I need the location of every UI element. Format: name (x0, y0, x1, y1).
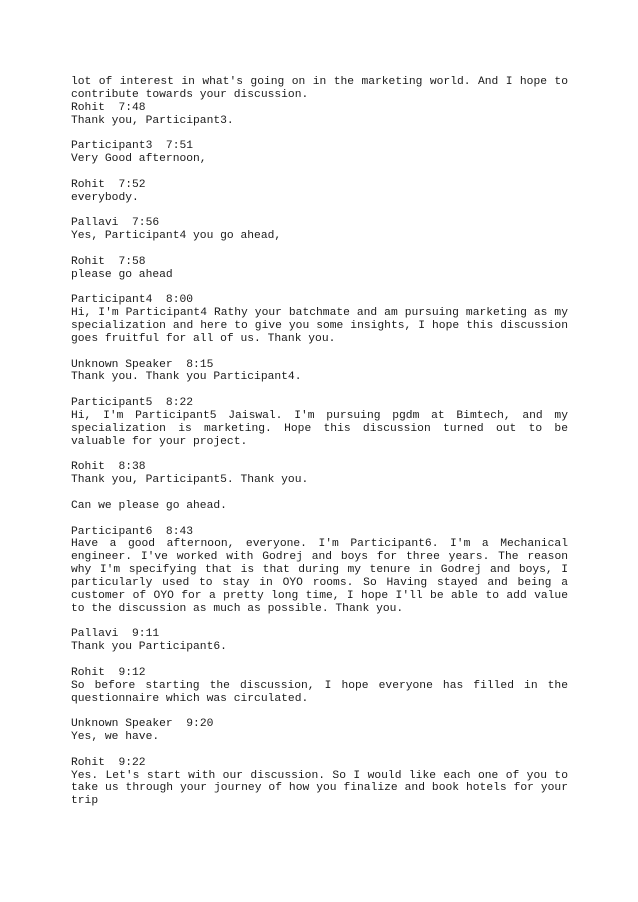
speaker-line (71, 294, 568, 307)
timestamp: 7:48 (118, 101, 146, 114)
speaker-name: Rohit (71, 666, 105, 679)
utterance-text: Thank you. Thank you Participant4. (71, 371, 302, 384)
speaker-line (71, 667, 568, 680)
timestamp: 7:51 (165, 140, 194, 153)
timestamp: 7:56 (132, 217, 160, 230)
transcript-entry (71, 140, 568, 166)
speaker-line (71, 217, 568, 230)
transcript-entry (71, 461, 568, 512)
transcript-entry (71, 757, 568, 808)
utterance-text: everybody. (71, 191, 139, 204)
speaker-line (71, 718, 568, 731)
transcript-entry (71, 667, 568, 706)
transcript-entry (71, 526, 568, 616)
transcript-entry (71, 102, 568, 128)
speaker-line (71, 359, 568, 372)
speaker-name: Rohit (71, 101, 105, 114)
timestamp: 8:38 (118, 461, 146, 474)
transcript-entry (71, 628, 568, 654)
transcript-entry (71, 217, 568, 243)
transcript-entry (71, 397, 568, 448)
speaker-line (71, 102, 568, 115)
speaker-line (71, 461, 568, 474)
timestamp: 9:11 (132, 628, 160, 641)
utterance-text: Can we please go ahead. (71, 499, 227, 512)
transcript-entry (71, 718, 568, 744)
transcript-entry (71, 359, 568, 385)
speaker-name: Rohit (71, 461, 105, 474)
timestamp: 8:00 (165, 294, 194, 307)
timestamp: 8:15 (186, 358, 214, 371)
speaker-name: Pallavi (71, 628, 119, 641)
timestamp: 9:20 (186, 718, 214, 731)
speaker-name: Pallavi (71, 217, 119, 230)
utterance-text: Have a good afternoon, everyone. I'm Participant6. I'm a Mechanical engineer. I've worked with Godrej and boys for three years. The reason why I'm specifying that is that during my tenure in Godrej and boys, I particularly used to stay in OYO rooms. So Having stayed and being a customer of OYO for a pretty long time, I hope I'll be able to add value to the discussion as much as possible. Thank you. (71, 538, 568, 615)
timestamp: 7:58 (118, 255, 146, 268)
utterance-text: Hi, I'm Participant4 Rathy your batchmate and am pursuing marketing as my specialization and here to give you some insights, I hope this discussion goes fruitful for all of us. Thank you. (71, 307, 568, 345)
timestamp: 9:22 (118, 756, 146, 769)
speaker-line (71, 179, 568, 192)
transcript-entry (71, 179, 568, 205)
utterance-text: Hi, I'm Participant5 Jaiswal. I'm pursuing pgdm at Bimtech, and my specialization is marketing. Hope this discussion turned out to be valuable for your project. (71, 409, 568, 448)
speaker-name: Rohit (71, 178, 105, 191)
utterance-text: Yes, we have. (71, 731, 160, 744)
speaker-name: Unknown Speaker (71, 718, 173, 731)
intro-paragraph: lot of interest in what's going on in the marketing world. And I hope to contribute towards your discussion. (71, 76, 568, 101)
timestamp: 8:22 (165, 397, 194, 410)
speaker-line (71, 140, 568, 153)
utterance-text: Thank you Participant6. (71, 641, 227, 654)
utterance-text: Thank you, Participant3. (71, 114, 234, 127)
utterance-text: So before starting the discussion, I hope everyone has filled in the questionnaire which was circulated. (71, 679, 568, 705)
speaker-name: Participant5 (71, 397, 153, 410)
speaker-name: Participant4 (71, 294, 153, 307)
speaker-line (71, 397, 568, 410)
timestamp: 7:52 (118, 178, 146, 191)
speaker-line (71, 526, 568, 539)
transcript-entry (71, 294, 568, 345)
speaker-name: Participant3 (71, 140, 153, 153)
speaker-line (71, 256, 568, 269)
speaker-name: Rohit (71, 756, 105, 769)
speaker-name: Participant6 (71, 525, 153, 538)
utterance-text: Very Good afternoon, (71, 153, 207, 166)
utterance-text: Yes, Participant4 you go ahead, (71, 230, 282, 243)
utterance-text: Yes. Let's start with our discussion. So I would like each one of you to take us through your journey of how you finalize and book hotels for your trip (71, 769, 568, 808)
utterance-text: Thank you, Participant5. Thank you. (71, 474, 309, 487)
timestamp: 8:43 (165, 525, 194, 538)
transcript-entry (71, 256, 568, 282)
speaker-name: Rohit (71, 255, 105, 268)
transcript-entries (71, 102, 568, 808)
speaker-name: Unknown Speaker (71, 358, 173, 371)
speaker-line (71, 757, 568, 770)
timestamp: 9:12 (118, 666, 146, 679)
speaker-line (71, 628, 568, 641)
utterance-text: please go ahead (71, 268, 173, 281)
